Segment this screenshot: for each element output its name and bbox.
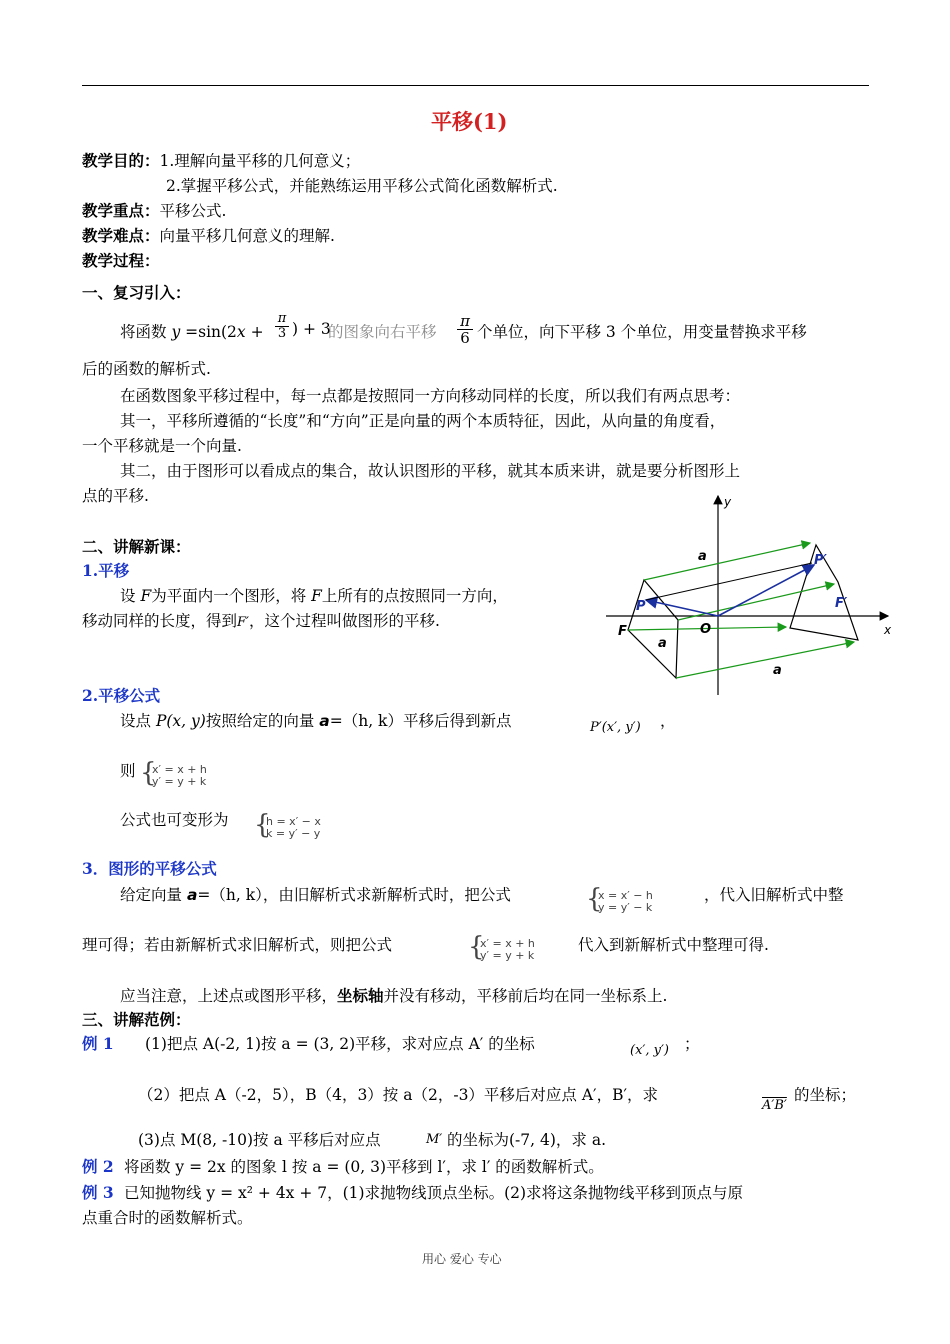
- p1-frac1-den: 3: [275, 326, 289, 341]
- ex1-3-end: 的坐标为(-7, 4)，求 a.: [447, 1131, 607, 1149]
- ex1-2-end: 的坐标；: [794, 1086, 857, 1104]
- sub2-then: 则: [120, 762, 136, 780]
- sub1-l2-b: ，这个过程叫做图形的平移.: [249, 612, 440, 630]
- p1-post: 个单位，向下平移 3 个单位，用变量替换求平移: [477, 323, 807, 341]
- difficult-label: 教学难点：: [82, 226, 160, 245]
- sub2-eq1: x′ = x + h: [152, 763, 207, 776]
- ex1-3-M: M′: [426, 1132, 443, 1147]
- sub3-heading: 3．图形的平移公式: [82, 859, 217, 878]
- sub3-system1: [598, 890, 653, 914]
- label-F: F: [618, 624, 627, 639]
- top-rule: [82, 85, 869, 86]
- p1-func-plus: +: [245, 323, 264, 341]
- p1-func-sin: =sin(2: [180, 323, 237, 341]
- key-text: 平移公式.: [159, 202, 227, 220]
- sub2-eq4: k = y′ − y: [266, 827, 321, 840]
- page-title: 平移(1): [431, 109, 508, 134]
- sub3-note: [120, 984, 667, 1006]
- sub3-l1-a: 给定向量: [120, 886, 187, 904]
- label-y: y: [724, 495, 732, 509]
- sub1-l1-a: 设: [120, 587, 141, 605]
- ex1-3: (3)点 M(8, -10)按 a 平移后对应点: [138, 1131, 381, 1149]
- label-P-prime: P′: [814, 553, 827, 568]
- vector-OP: [646, 600, 718, 616]
- p1-frac2: [457, 313, 473, 346]
- sub3-l1-c: ，代入旧解析式中整: [704, 886, 844, 904]
- goal-1: 1.理解向量平移的几何意义；: [159, 152, 361, 170]
- ex2-text: 将函数 y = 2x 的图象 l 按 a = (0, 3)平移到 l′，求 l′ 的函数解析式。: [124, 1158, 604, 1176]
- sub2-heading: 2.平移公式: [82, 686, 161, 705]
- ex2-label: 例 2: [82, 1157, 114, 1176]
- sub2-l1-d: ，: [660, 712, 676, 730]
- sub3-eq2: y = y′ − k: [598, 901, 653, 914]
- sub1-l1-b: 为平面内一个图形，将: [151, 587, 312, 605]
- ex1-2: （2）把点 A（-2，5），B（4，3）按 a（2，-3）平移后对应点 A′，B′，求: [138, 1086, 658, 1104]
- label-O: O: [700, 622, 712, 637]
- p1-func-y: y: [171, 323, 181, 341]
- note-b: 并没有移动，平移前后均在同一坐标系上.: [383, 987, 668, 1005]
- section1-p1-start: [120, 320, 264, 342]
- sub1-line2: [82, 609, 440, 631]
- sub3-brace1: {: [586, 884, 603, 914]
- sub1-l1-F2: F: [311, 587, 322, 605]
- sub2-l1-c: =（h, k）平移后得到新点: [329, 712, 512, 730]
- sub3-l1-b: =（h, k），由旧解析式求新解析式时，把公式: [197, 886, 511, 904]
- p1-line2: 后的函数的解析式.: [82, 360, 211, 378]
- ex3-line2: 点重合时的函数解析式。: [82, 1209, 253, 1227]
- p1-func-end: ) + 3: [292, 320, 331, 338]
- sub2-also: 公式也可变形为: [120, 811, 229, 829]
- teaching-key: [82, 199, 226, 221]
- ex3-line1: 已知抛物线 y = x² + 4x + 7，(1)求抛物线顶点坐标。(2)求将这条抛物线平移到顶点与原: [124, 1184, 744, 1202]
- section2-heading: 二、讲解新课：: [82, 537, 191, 556]
- p1-pre: 将函数: [120, 323, 172, 341]
- sub2-brace1: {: [140, 758, 157, 788]
- goal-2: 2.掌握平移公式，并能熟练运用平移公式简化函数解析式.: [166, 177, 558, 195]
- sub2-l1-P: P(x, y): [155, 712, 206, 730]
- ex1-1: (1)把点 A(-2, 1)按 a = (3, 2)平移，求对应点 A′ 的坐标: [145, 1035, 535, 1053]
- vector-OP-prime: [718, 565, 814, 616]
- translation-vector-back: [678, 584, 834, 620]
- label-x: x: [884, 623, 892, 637]
- sub3-eq1: x = x′ − h: [598, 889, 653, 902]
- sub2-line1: [120, 709, 511, 731]
- page-footer: 用心 爱心 专心: [422, 1252, 502, 1266]
- label-a-bottom: a: [773, 663, 782, 678]
- label-P: P: [636, 599, 646, 614]
- note-a: 应当注意，上述点或图形平移，: [120, 987, 338, 1005]
- section1-p3-line2: 一个平移就是一个向量.: [82, 437, 242, 455]
- sub1-l2-F: F′: [237, 615, 249, 630]
- label-a-top: a: [698, 549, 707, 564]
- sub2-system1: [152, 764, 207, 788]
- sub3-eq4: y′ = y + k: [480, 949, 535, 962]
- sub3-l1-vec: a: [186, 886, 198, 904]
- key-label: 教学重点：: [82, 201, 160, 220]
- p1-func-x: x: [236, 323, 246, 341]
- sub3-line1: [120, 883, 511, 905]
- note-bold: 坐标轴: [337, 986, 384, 1005]
- section1-heading: 一、复习引入：: [82, 283, 191, 302]
- sub3-line2-b: 代入到新解析式中整理可得.: [578, 936, 769, 954]
- sub2-eq3: h = x′ − x: [266, 815, 321, 828]
- p1-frac1: [275, 312, 289, 341]
- p1-mid: 的图象向右平移: [328, 323, 437, 341]
- sub2-system2: [266, 816, 321, 840]
- sub1-l1-c: 上所有的点按照同一方向，: [321, 587, 508, 605]
- p1-frac2-num: π: [460, 312, 470, 330]
- translation-vector-bottom: [676, 642, 854, 678]
- ex1-label: 例 1: [82, 1034, 114, 1053]
- teaching-difficulty: [82, 224, 335, 246]
- difficult-text: 向量平移几何意义的理解.: [159, 227, 335, 245]
- sub2-l1-vec: a: [319, 712, 330, 730]
- section3-heading: 三、讲解范例：: [82, 1010, 191, 1029]
- ex1-2-AB: A′B′: [762, 1098, 787, 1113]
- sub1-l2-a: 移动同样的长度，得到: [82, 612, 238, 630]
- label-a-mid: a: [658, 636, 667, 651]
- sub3-eq3: x′ = x + h: [480, 937, 535, 950]
- translation-vector-top: [644, 543, 810, 580]
- section1-p4-line1: 其二，由于图形可以看成点的集合，故认识图形的平移，就其本质来讲，就是要分析图形上: [120, 462, 741, 480]
- goal-label: 教学目的：: [82, 151, 160, 170]
- sub2-P-prime: P′(x′, y′): [590, 720, 641, 735]
- sub3-line2-a: 理可得；若由新解析式求旧解析式，则把公式: [82, 936, 393, 954]
- label-F-prime: F′: [835, 596, 848, 611]
- ex1-1-coord: (x′, y′): [630, 1043, 669, 1058]
- sub3-brace2: {: [468, 932, 485, 962]
- sub1-heading: 1.平移: [82, 561, 130, 580]
- sub2-eq2: y′ = y + k: [152, 775, 207, 788]
- sub1-l1-F: F: [140, 587, 152, 605]
- sub3-system2: [480, 938, 535, 962]
- section1-p4-line2: 点的平移.: [82, 487, 149, 505]
- sub1-line1: [120, 584, 508, 606]
- ex1-1-end: ；: [684, 1035, 700, 1053]
- ex3-label: 例 3: [82, 1183, 114, 1202]
- p1-frac1-num: π: [277, 311, 287, 326]
- p1-frac2-den: 6: [457, 329, 473, 346]
- sub2-l1-a: 设点: [120, 712, 156, 730]
- sub2-brace2: {: [254, 810, 271, 840]
- process-label: 教学过程：: [82, 251, 160, 270]
- teaching-goal: [82, 149, 360, 171]
- section1-p2: 在函数图象平移过程中，每一点都是按照同一方向移动同样的长度，所以我们有两点思考：: [120, 387, 741, 405]
- sub2-l1-b: 按照给定的向量: [205, 712, 320, 730]
- translation-figure: [606, 490, 896, 700]
- section1-p3-line1: 其一，平移所遵循的“长度”和“方向”正是向量的两个本质特征，因此，从向量的角度看，: [120, 412, 726, 430]
